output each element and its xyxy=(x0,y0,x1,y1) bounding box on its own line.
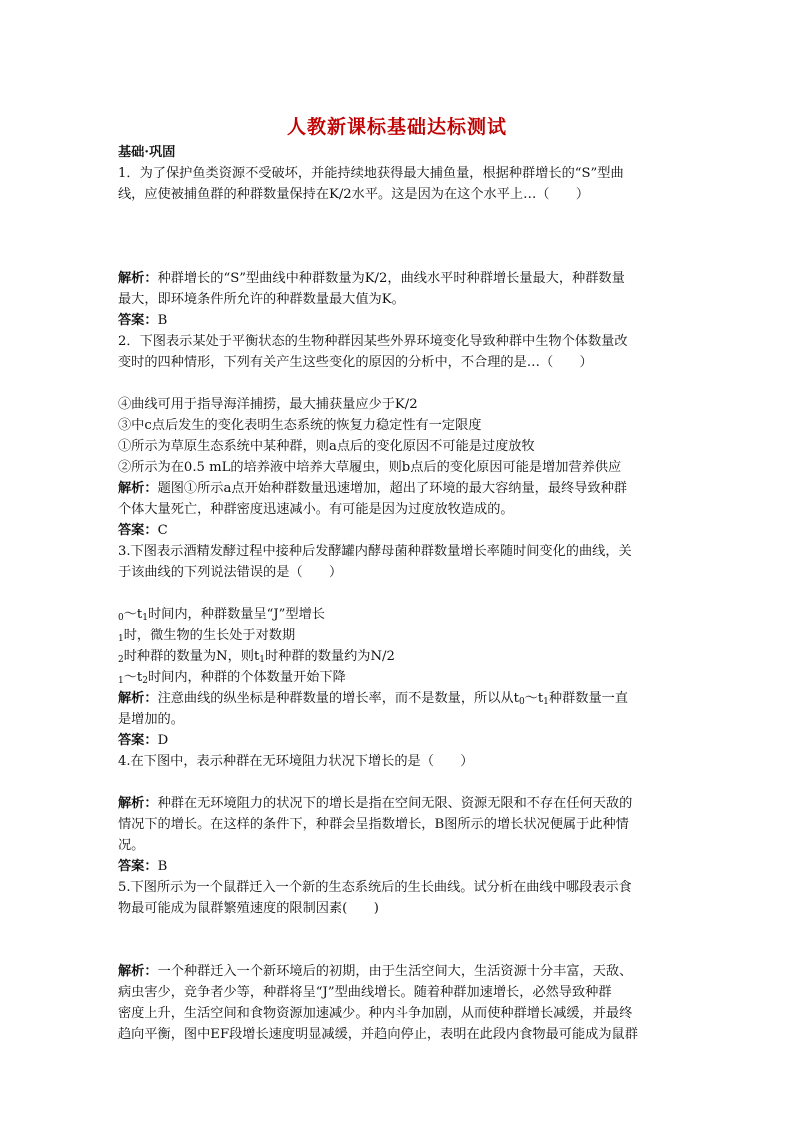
question-2-line-2: 变时的四种情形，下列有关产生这些变化的原因的分析中，不合理的是…（ ） xyxy=(118,355,593,370)
analysis-label: 解析： xyxy=(118,691,158,706)
answer-label: 答案： xyxy=(118,859,158,874)
question-2-analysis-line-1: 解析：题图①所示a点开始种群数量迅速增加，超出了环境的最大容纳量，最终导致种群 xyxy=(118,481,627,496)
question-3-option-3: $_2$时种群的数量为N，则$t_1$时种群的数量约为N/2 xyxy=(118,649,395,665)
question-1-answer xyxy=(118,310,678,331)
question-2-option-4: ②所示为在0.5 mL的培养液中培养大草履虫，则b点后的变化原因可能是增加营养供应 xyxy=(118,460,622,475)
figure-placeholder xyxy=(118,373,678,394)
question-5-analysis-line-4: 趋向平衡，图中EF段增长速度明显减缓，并趋向停止，表明在此段内食物最可能成为鼠群 xyxy=(118,1027,638,1042)
figure-placeholder xyxy=(118,772,678,793)
question-4-answer xyxy=(118,856,678,877)
answer-label: 答案： xyxy=(118,313,158,328)
question-4-analysis-line-2: 情况下的增长。在这样的条件下，种群会呈指数增长，B图所示的增长状况便属于此种情 xyxy=(118,817,629,832)
question-2-line-1: 2．下图表示某处于平衡状态的生物种群因某些外界环境变化导致种群中生物个体数量改 xyxy=(118,334,628,349)
question-3-answer xyxy=(118,730,678,751)
question-3-option-1: $_0\sim t_1$时间内，种群数量呈“J”型增长 xyxy=(118,607,325,623)
question-1-analysis-line-1: 解析：种群增长的“S”型曲线中种群数量为K/2，曲线水平时种群增长量最大，种群数量 xyxy=(118,271,625,286)
question-5-analysis-line-3: 密度上升，生活空间和食物资源加速减少。种内斗争加剧，从而使种群增长减缓，并最终 xyxy=(118,1006,633,1021)
question-2-analysis-line-2: 个体大量死亡，种群密度迅速减小。有可能是因为过度放牧造成的。 xyxy=(118,502,514,517)
question-2-option-2: ③中c点后发生的变化表明生态系统的恢复力稳定性有一定限度 xyxy=(118,418,482,433)
question-1-line-2: 线，应使被捕鱼群的种群数量保持在K/2水平。这是因为在这个水平上…（ ） xyxy=(118,187,590,202)
question-5-line-2: 物最可能成为鼠群繁殖速度的限制因素( ) xyxy=(118,901,379,916)
question-2-option-3: ①所示为草原生态系统中某种群，则a点后的变化原因不可能是过度放牧 xyxy=(118,439,535,454)
question-1-analysis-line-2: 最大，即环境条件所允许的种群数量最大值为K。 xyxy=(118,292,405,307)
figure-placeholder xyxy=(118,583,678,604)
answer-label: 答案： xyxy=(118,523,158,538)
question-4-analysis-line-3: 况。 xyxy=(118,838,145,853)
answer-value: B xyxy=(157,859,168,874)
analysis-label: 解析： xyxy=(118,964,158,979)
analysis-label: 解析： xyxy=(118,271,158,286)
question-4-analysis-line-1: 解析：种群在无环境阻力的状况下的增长是指在空间无限、资源无限和不存在任何天敌的 xyxy=(118,796,633,811)
answer-value: B xyxy=(157,313,168,328)
question-3-analysis-line-1: 解析：注意曲线的纵坐标是种群数量的增长率，而不是数量，所以从$t_0\sim t_1$种群数量一直 xyxy=(118,691,629,707)
analysis-label: 解析： xyxy=(118,481,158,496)
question-3-line-2: 于该曲线的下列说法错误的是（ ） xyxy=(118,565,343,580)
figure-placeholder xyxy=(118,205,678,268)
question-5-line-1: 5.下图所示为一个鼠群迁入一个新的生态系统后的生长曲线。试分析在曲线中哪段表示食 xyxy=(118,880,632,895)
answer-value: D xyxy=(157,733,169,748)
analysis-label: 解析： xyxy=(118,796,158,811)
question-3-analysis-line-2: 是增加的。 xyxy=(118,712,184,727)
question-3-line-1: 3.下图表示酒精发酵过程中接种后发酵罐内酵母菌种群数量增长率随时间变化的曲线，关 xyxy=(118,544,632,559)
question-1-line-1: 1．为了保护鱼类资源不受破坏，并能持续地获得最大捕鱼量，根据种群增长的“S”型曲 xyxy=(118,166,624,181)
answer-value: C xyxy=(157,523,168,538)
question-5-analysis-line-1: 解析：一个种群迁入一个新环境后的初期，由于生活空间大，生活资源十分丰富，天敌、 xyxy=(118,964,633,979)
section-heading: 基础·巩固 xyxy=(118,145,176,160)
question-2-answer xyxy=(118,520,678,541)
question-2-option-1: ④曲线可用于指导海洋捕捞，最大捕获量应少于K/2 xyxy=(118,397,418,412)
figure-placeholder xyxy=(118,919,678,961)
answer-label: 答案： xyxy=(118,733,158,748)
page-title: 人教新课标基础达标测试 xyxy=(286,116,507,138)
question-3-option-2: $_1$时，微生物的生长处于对数期 xyxy=(118,628,296,644)
document-body xyxy=(118,142,678,1045)
question-5-analysis-line-2: 病虫害少，竞争者少等，种群将呈“J”型曲线增长。随着种群加速增长，必然导致种群 xyxy=(118,985,612,1000)
question-3-option-4: $_1\sim t_2$时间内，种群的个体数量开始下降 xyxy=(118,670,346,686)
question-4-line-1: 4.在下图中，表示种群在无环境阻力状况下增长的是（ ） xyxy=(118,754,474,769)
